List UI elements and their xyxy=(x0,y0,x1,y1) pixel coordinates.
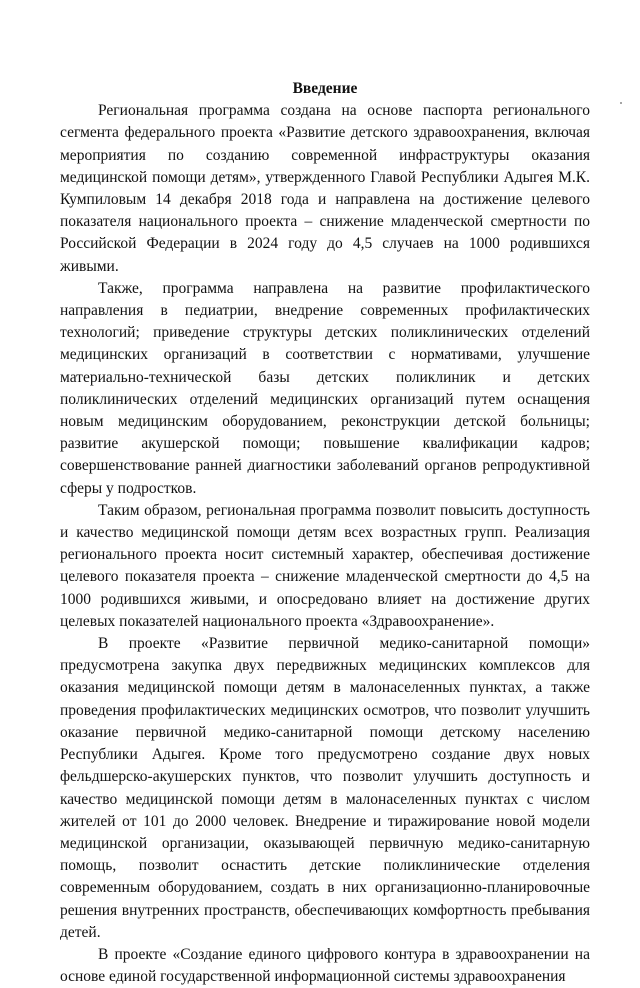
paragraph-3: Таким образом, региональная программа позволит повысить доступность и качество медицинской помощи детям всех возрастных групп. Реализация регионального проекта носит системный характер, обеспечивая достижение целевого показателя проекта – снижение младенческой смертности до 4,5 на 1000 родившихся живыми, и опосредовано влияет на достижение других целевых показателей национального проекта «Здравоохранение». xyxy=(60,501,590,630)
paragraph-2: Также, программа направлена на развитие профилактического направления в педиатрии, внедрение современных профилактических технологий; приведение структуры детских поликлинических отделений медицинских организаций в соответствии с нормативами, улучшение материально-технической базы детских поликлиник и детских поликлинических отделений медицинских организаций путем оснащения новым медицинским оборудованием, реконструкции детской больницы; развитие акушерской помощи; повышение квалификации кадров; совершенствование ранней диагностики заболеваний органов репродуктивной сферы у подростков. xyxy=(60,279,590,497)
paragraph-1: Региональная программа создана на основе паспорта регионального сегмента федерального проекта «Развитие детского здравоохранения, включая мероприятия по созданию современной инфраструктуры оказания медицинской помощи детям», утвержденного Главой Республики Адыгея М.К. Кумпиловым 14 декабря 2018 года и направлена на достижение целевого показателя национального проекта – снижение младенческой смертности по Российской Федерации в 2024 году до 4,5 случаев на 1000 родившихся живыми. xyxy=(60,102,590,275)
scan-speck xyxy=(620,102,622,104)
document-body xyxy=(60,78,590,988)
paragraph-4: В проекте «Развитие первичной медико-санитарной помощи» предусмотрена закупка двух передвижных медицинских комплексов для оказания медицинской помощи детям в малонаселенных пунктах, а также проведения профилактических медицинских осмотров, что позволит улучшить оказание первичной медико-санитарной помощи детскому населению Республики Адыгея. Кроме того предусмотрено создание двух новых фельдшерско-акушерских пунктов, что позволит улучшить доступность и качество медицинской помощи детям в малонаселенных пунктах с числом жителей от 101 до 2000 человек. Внедрение и тиражирование новой модели медицинской организации, оказывающей первичную медико-санитарную помощь, позволит оснастить детские поликлинические отделения современным оборудованием, создать в них организационно-планировочные решения внутренних пространств, обеспечивающих комфортность пребывания детей. xyxy=(60,635,590,941)
section-title: Введение xyxy=(292,80,358,97)
paragraph-5: В проекте «Создание единого цифрового контура в здравоохранении на основе единой государственной информационной системы здравоохранения xyxy=(60,945,590,986)
